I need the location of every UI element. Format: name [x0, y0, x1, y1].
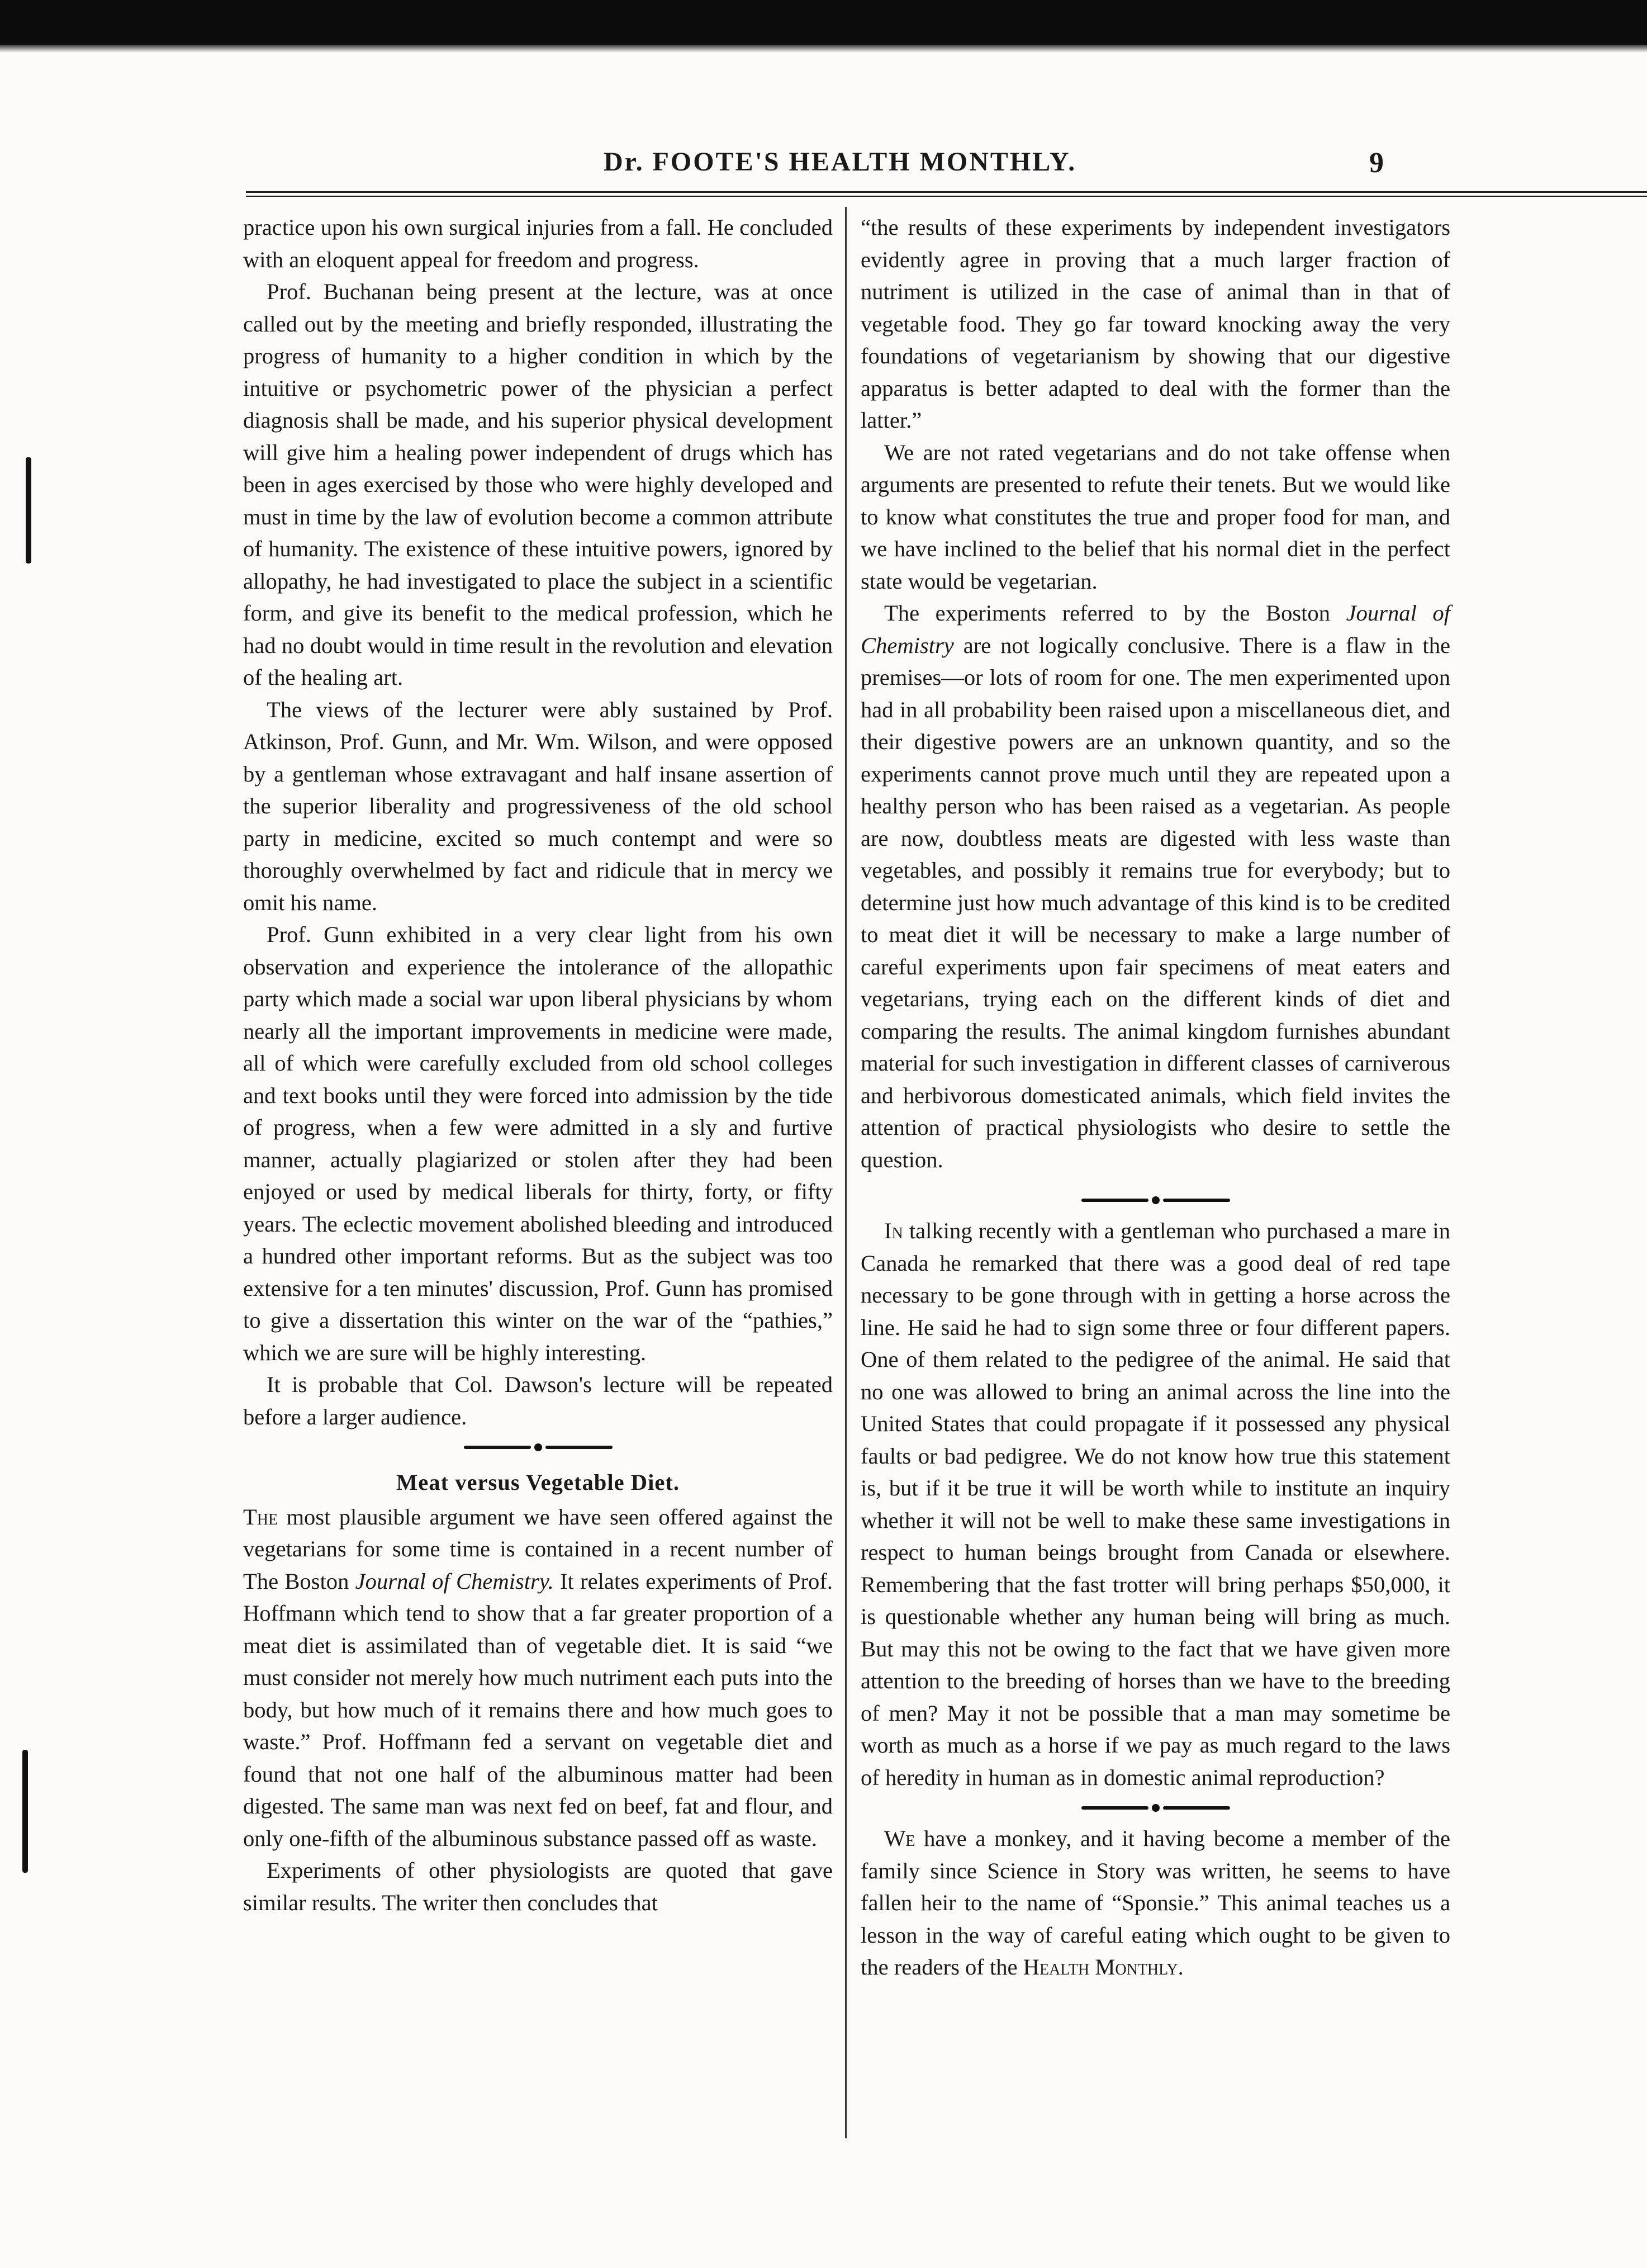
magazine-name: Health Monthly. — [1023, 1954, 1184, 1980]
paragraph: Prof. Gunn exhibited in a very clear light from his own observation and experience the intolerance of the allopathic party which made a social war upon liberal physicians by whom nearly all the important improvements in medicine were made, all of which were carefully excluded from old school colleges and text books until they were forced into admission by the tide of progress, when a few were admitted in a sly and furtive manner, actually plagiarized or stolen after they had been enjoyed or used by medical liberals for thirty, forty, or fifty years. The eclectic movement abolished bleeding and introduced a hundred other important reforms. But as the subject was too extensive for a ten minutes' discussion, Prof. Gunn has promised to give a dissertation this winter on the war of the “pathies,” which we are sure will be highly interesting. — [243, 922, 833, 1365]
paragraph: The experiments referred to by the Boston Journal of Chemistry are not logically conclusive. There is a flaw in the premises—or lots of room for one. The men experimented upon had in all probability been raised upon a miscellaneous diet, and their digestive powers are an unknown quantity, and so the experiments cannot prove much until they are repeated upon a healthy person who has been raised as a vegetarian. As people are now, doubtless meats are digested with less waste than vegetables, and possibly it remains true for everybody; but to determine just how much advantage of this kind is to be credited to meat diet it will be necessary to make a large number of careful experiments upon fair specimens of meat eaters and vegetarians, trying each on the different kinds of diet and comparing the results. The animal kingdom furnishes abundant material for such investigation in different classes of carniverous and herbivorous domesticated animals, which field invites the attention of practical physiologists who desire to settle the question. — [861, 600, 1450, 1172]
page-top-dark-edge — [0, 0, 1647, 45]
right-column — [861, 211, 1450, 1983]
journal-title: Journal of Chemistry — [861, 600, 1450, 658]
section-separator — [861, 1186, 1450, 1215]
lead-word: The — [243, 1504, 278, 1530]
paragraph: practice upon his own surgical injuries from a fall. He concluded with an eloquent appeal for freedom and progress. — [243, 215, 833, 272]
column-divider — [845, 207, 847, 2138]
header-rule — [246, 191, 1647, 197]
section-separator — [243, 1433, 833, 1462]
paragraph: It is probable that Col. Dawson's lecture will be repeated before a larger audience. — [243, 1372, 833, 1429]
running-title: Dr. FOOTE'S HEALTH MONTHLY. — [604, 147, 1077, 177]
paragraph: In talking recently with a gentleman who purchased a mare in Canada he remarked that there was a good deal of red tape necessary to be gone through with in getting a horse across the line. He said he had to sign some three or four different papers. One of them related to the pedigree of the animal. He said that no one was allowed to bring an animal across the line into the United States that could propagate if it possessed any physical faults or bad pedigree. We do not know how true this statement is, but if it be true it will be worth while to institute an inquiry whether it will not be well to make these same investigations in respect to human beings brought from Canada or elsewhere. Remembering that the fast trotter will bring perhaps $50,000, it is questionable whether any human being will bring as much. But may this not be owing to the fact that we have given more attention to the breeding of horses than we have to the breeding of men? May it not be possible that a man may sometime be worth as much as a horse if we pay as much regard to the laws of heredity in human as in domestic animal reproduction? — [861, 1218, 1450, 1790]
page-number: 9 — [1369, 147, 1384, 179]
binding-mark-upper — [26, 457, 31, 564]
lead-word: We — [884, 1826, 915, 1851]
left-column — [243, 211, 833, 1919]
page-header — [246, 146, 1647, 191]
binding-mark-lower — [22, 1750, 28, 1873]
paragraph: We have a monkey, and it having become a member of the family since Science in Story was written, he seems to have fallen heir to the name of “Sponsie.” This animal teaches us a lesson in the way of careful eating which ought to be given to the readers of the Health Monthly. — [861, 1826, 1450, 1980]
paragraph: Prof. Buchanan being present at the lecture, was at once called out by the meeting and briefly responded, illustrating the progress of humanity to a higher condition in which by the intuitive or psychometric power of the physician a perfect diagnosis shall be made, and his superior physical development will give him a healing power independent of drugs which has been in ages exercised by those who were highly developed and must in time by the law of evolution become a common attribute of humanity. The existence of these intuitive powers, ignored by allopathy, he had investigated to place the subject in a scientific form, and give its benefit to the medical profession, which he had no doubt would in time result in the revolution and elevation of the healing art. — [243, 279, 833, 690]
paragraph: The views of the lecturer were ably sustained by Prof. Atkinson, Prof. Gunn, and Mr. Wm. Wilson, and were opposed by a gentleman whose extravagant and half insane assertion of the superior liberality and progressiveness of the old school party in medicine, excited so much contempt and were so thoroughly overwhelmed by fact and ridicule that in mercy we omit his name. — [243, 697, 833, 915]
journal-title: Journal of Chemistry. — [355, 1568, 554, 1594]
section-separator — [861, 1793, 1450, 1822]
paragraph: “the results of these experiments by independent investigators evidently agree in proving that a much larger fraction of nutriment is utilized in the case of animal than in that of vegetable food. They go far toward knocking away the very foundations of vegetarianism by showing that our digestive apparatus is better adapted to deal with the former than the latter.” — [861, 215, 1450, 433]
article-title: Meat versus Vegetable Diet. — [396, 1470, 680, 1495]
article-paragraph: The most plausible argument we have seen offered against the vegetarians for some time is contained in a recent number of The Boston Journal of Chemistry. It relates experiments of Prof. Hoffmann which tend to show that a far greater proportion of a meat diet is assimilated than of vegetable diet. It is said “we must consider not merely how much nutriment each puts into the body, but how much of it remains there and how much goes to waste.” Prof. Hoffmann fed a servant on vegetable diet and found that not one half of the albuminous matter had been digested. The same man was next fed on beef, fat and flour, and only one-fifth of the albuminous substance passed off as waste. — [243, 1504, 833, 1851]
paragraph: Experiments of other physiologists are quoted that gave similar results. The writer then concludes that — [243, 1858, 833, 1915]
page-top-shadow — [0, 45, 1647, 53]
lead-word: In — [884, 1218, 903, 1243]
paragraph: We are not rated vegetarians and do not take offense when arguments are presented to refute their tenets. But we would like to know what constitutes the true and proper food for man, and we have inclined to the belief that his normal diet in the perfect state would be vegetarian. — [861, 439, 1450, 594]
